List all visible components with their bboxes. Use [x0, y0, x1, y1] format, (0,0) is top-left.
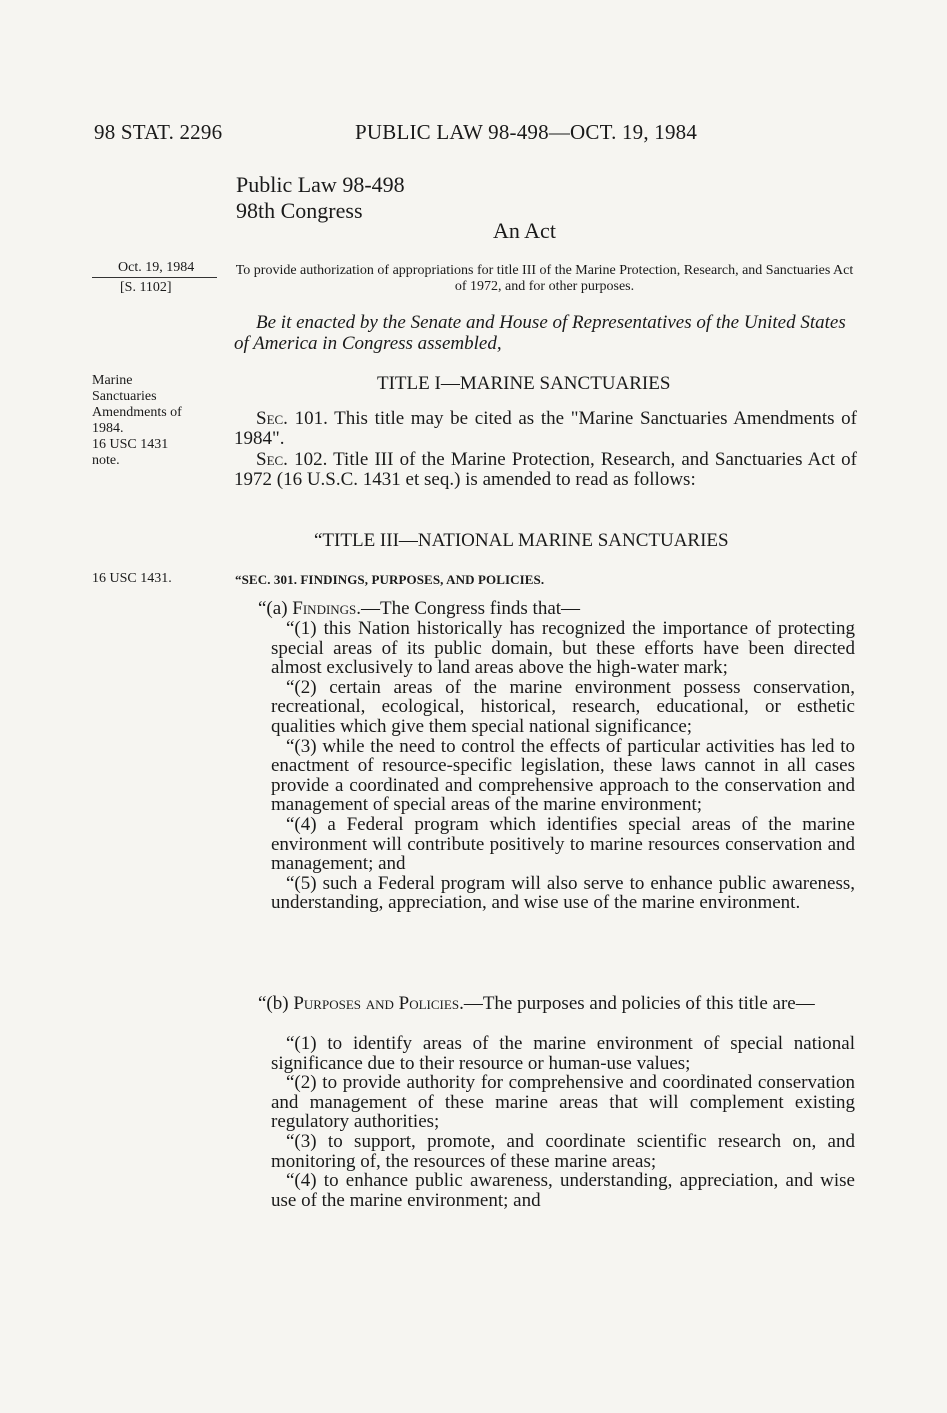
paragraph-prefix: “(a) — [258, 598, 293, 619]
finding-item: “(1) this Nation historically has recognized the importance of protecting special areas of its public domain, but these efforts have been directed almost exclusively to land areas above the high-water mark; — [271, 618, 855, 679]
findings-list — [271, 619, 855, 913]
finding-item: “(4) a Federal program which identifies special areas of the marine environment will contribute positively to marine resources conservation and management; and — [271, 813, 855, 875]
section-102-text: 102. Title III of the Marine Protection, Research, and Sanctuaries Act of 1972 (16 U.S.C. 1431 et seq.) is amended to read as follows: — [234, 449, 857, 490]
purpose-item: “(1) to identify areas of the marine environment of special national significance due to their resource or human-use values; — [271, 1033, 855, 1074]
section-301-heading: “SEC. 301. FINDINGS, PURPOSES, AND POLICIES. — [235, 572, 545, 587]
finding-item: “(2) certain areas of the marine environment possess conservation, recreational, ecological, historical, research, educational, or esthetic qualities which give them special national significance; — [271, 676, 855, 737]
finding-item: “(3) while the need to control the effects of particular activities has led to enactment of resource-specific legislation, these laws cannot in all cases provide a coordinated and comprehensive approach to the conservation and management of special areas of the marine environment; — [271, 735, 855, 816]
purposes-list — [271, 1034, 855, 1210]
paragraph-a-text: .—The Congress finds that— — [356, 598, 581, 619]
public-law-number: Public Law 98-498 — [236, 172, 405, 197]
margin-note-line: note. — [92, 453, 120, 468]
margin-date-block — [92, 260, 217, 296]
stat-page-number: 98 STAT. 2296 — [94, 120, 223, 144]
margin-short-title-note — [92, 373, 222, 469]
purpose-item: “(2) to provide authority for comprehensive and coordinated conservation and management of these marine areas that will complement existing regulatory authorities; — [271, 1072, 855, 1133]
paragraph-prefix: “(b) — [258, 993, 294, 1014]
an-act-caption: An Act — [493, 218, 556, 243]
running-header: PUBLIC LAW 98-498—OCT. 19, 1984 — [355, 120, 698, 144]
paragraph-b-purposes — [232, 994, 855, 1014]
section-label: Sec. — [256, 408, 288, 429]
finding-item: “(5) such a Federal program will also serve to enhance public awareness, understanding, appreciation, and wise use of the marine environment. — [271, 872, 855, 914]
purpose-item: “(3) to support, promote, and coordinate scientific research on, and monitoring of, the resources of these marine areas; — [271, 1130, 855, 1172]
margin-usc-citation: 16 USC 1431. — [92, 571, 172, 586]
purpose-item: “(4) to enhance public awareness, understanding, appreciation, and wise use of the marine environment; and — [271, 1170, 855, 1211]
title-three-heading: “TITLE III—NATIONAL MARINE SANCTUARIES — [314, 530, 729, 551]
section-label: Sec. — [256, 449, 288, 470]
bill-number: [S. 1102] — [120, 280, 172, 295]
margin-note-line: Marine — [92, 373, 133, 388]
margin-note-line: 1984. — [92, 421, 124, 436]
purpose-statement: To provide authorization of appropriations for title III of the Marine Protection, Research, and Sanctuaries Act of 1972, and for other purposes. — [235, 263, 854, 294]
approval-date: Oct. 19, 1984 — [92, 260, 217, 278]
enacting-clause: Be it enacted by the Senate and House of Representatives of the United States of America in Congress assembled, — [234, 312, 846, 354]
paragraph-a-findings — [258, 598, 580, 620]
paragraph-label: Purposes and Policies — [293, 993, 460, 1014]
title-one-heading: TITLE I—MARINE SANCTUARIES — [377, 373, 671, 394]
section-101-text: 101. This title may be cited as the "Marine Sanctuaries Amendments of 1984". — [234, 408, 857, 449]
section-102 — [234, 450, 857, 490]
margin-note-line: Sanctuaries — [92, 389, 157, 404]
law-heading — [236, 172, 405, 224]
paragraph-label: Findings — [292, 598, 357, 619]
paragraph-b-text: .—The purposes and policies of this title are— — [459, 993, 815, 1014]
section-101 — [234, 409, 857, 449]
margin-note-line: 16 USC 1431 — [92, 437, 169, 452]
congress-number: 98th Congress — [236, 198, 363, 223]
margin-note-line: Amendments of — [92, 405, 182, 420]
